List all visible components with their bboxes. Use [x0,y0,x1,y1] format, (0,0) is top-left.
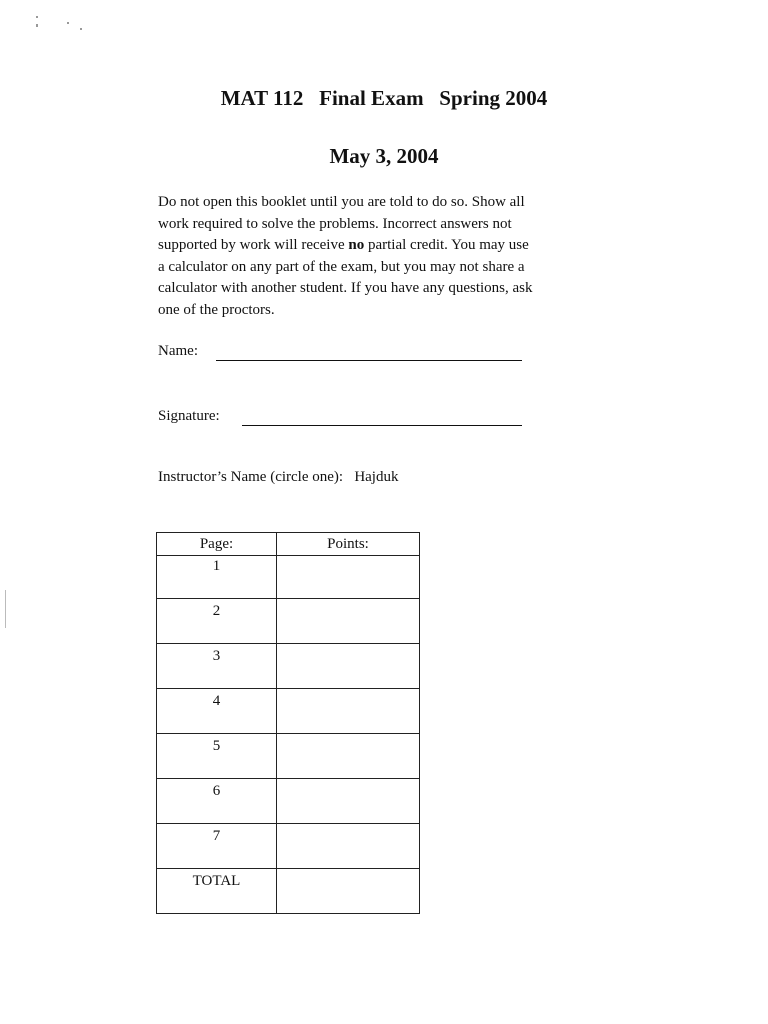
total-label-cell: TOTAL [157,869,277,914]
scan-speck [80,28,82,30]
page-number-cell: 1 [157,556,277,599]
points-cell[interactable] [277,779,420,824]
signature-label: Signature: [158,408,220,424]
page-number-cell: 6 [157,779,277,824]
instructor-option-hajduk[interactable]: Hajduk [354,469,399,485]
page-number-cell: 4 [157,689,277,734]
table-row [157,556,420,599]
instructions-line: supported by work will receive no partial credit. You may use [158,237,529,253]
instructor-field [158,469,398,486]
page-number-cell: 5 [157,734,277,779]
name-blank-line[interactable] [216,360,522,361]
table-row [157,689,420,734]
instructions-line: one of the proctors. [158,301,275,318]
instructions-line: calculator with another student. If you have any questions, ask [158,280,533,296]
instructions-line: Do not open this booklet until you are told to do so. Show all [158,194,525,210]
table-row [157,824,420,869]
scan-speck [67,22,69,24]
total-points-cell[interactable] [277,869,420,914]
page-number-cell: 3 [157,644,277,689]
points-cell[interactable] [277,824,420,869]
emphasis-no: no [348,237,365,253]
instructor-label: Instructor’s Name (circle one): [158,469,344,485]
exam-title: MAT 112 Final Exam Spring 2004 [220,86,548,110]
scan-speck [5,590,6,628]
instructions-line: work required to solve the problems. Incorrect answers not [158,215,512,232]
page-column-header: Page: [157,533,277,556]
scan-speck [36,16,38,18]
points-column-header: Points: [277,533,420,556]
name-label: Name: [158,343,198,359]
table-row [157,734,420,779]
table-row [157,779,420,824]
page-number-cell: 7 [157,824,277,869]
signature-blank-line[interactable] [242,425,522,426]
table-row [157,644,420,689]
exam-date: May 3, 2004 [329,144,439,168]
page-number-cell: 2 [157,599,277,644]
score-table [156,532,420,914]
scan-speck [36,24,38,27]
table-row [157,599,420,644]
points-cell[interactable] [277,734,420,779]
name-field[interactable] [158,343,198,360]
instructions-paragraph [158,192,608,321]
points-cell[interactable] [277,556,420,599]
points-cell[interactable] [277,644,420,689]
score-table-header [157,533,420,556]
points-cell[interactable] [277,599,420,644]
points-cell[interactable] [277,689,420,734]
signature-field[interactable] [158,408,220,425]
table-row-total [157,869,420,914]
instructions-line: a calculator on any part of the exam, but you may not share a [158,258,525,275]
